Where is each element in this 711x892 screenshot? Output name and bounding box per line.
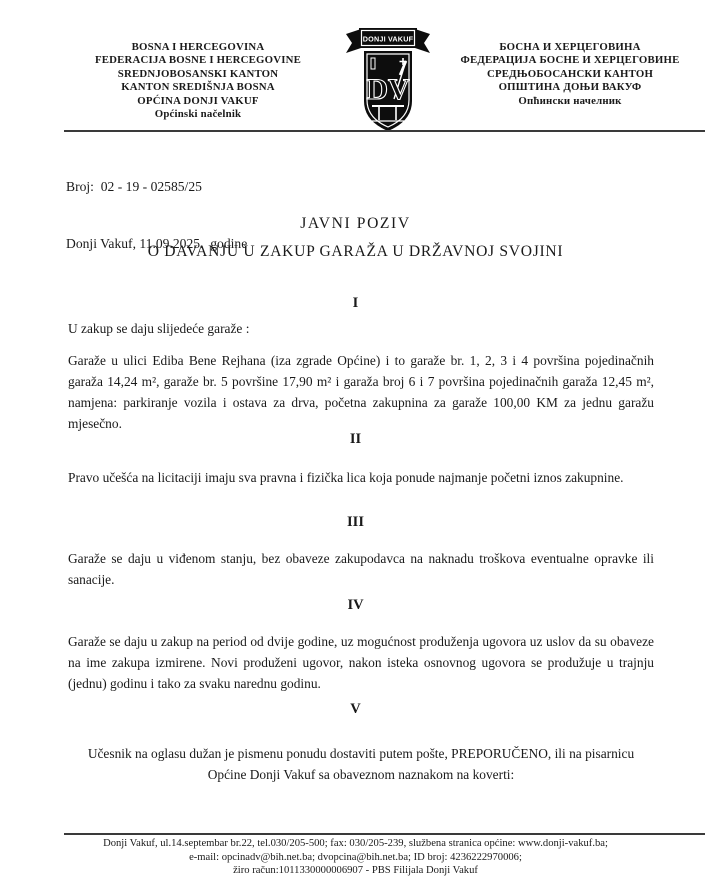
- letterhead-line: FEDERACIJA BOSNE I HERCEGOVINE: [94, 54, 302, 67]
- letterhead-cyrillic: [432, 41, 708, 108]
- letterhead-line: KANTON SREDIŠNJA BOSNA: [121, 81, 275, 94]
- document-number: Broj: 02 - 19 - 02585/25: [66, 179, 202, 194]
- footer-account-line: žiro račun:1011330000006907 - PBS Filijala Donji Vakuf: [233, 865, 478, 877]
- section-numeral-4: IV: [347, 597, 364, 613]
- section-numeral-5: V: [350, 701, 361, 717]
- letterhead-line: OPĆINA DONJI VAKUF: [137, 94, 259, 107]
- letterhead-line: БОСНА И ХЕРЦЕГОВИНА: [499, 41, 641, 53]
- footer-email-line: e-mail: opcinadv@bih.net.ba; dvopcina@bih.net.ba; ID broj: 4236222970006;: [189, 851, 522, 863]
- section-numeral-1: I: [352, 295, 359, 311]
- section-numeral-3: III: [347, 514, 364, 530]
- document-title: JAVNI POZIV: [300, 215, 411, 232]
- letterhead-line: Опћински начелник: [518, 94, 622, 107]
- letterhead-line: SREDNJOBOSANSKI KANTON: [117, 67, 279, 80]
- section-numeral-2: II: [349, 431, 362, 447]
- footer-address-line: Donji Vakuf, ul.14.septembar br.22, tel.030/205-500; fax: 030/205-239, službena stranica općine: www.donji-vakuf.ba;: [103, 838, 608, 849]
- header-divider: [64, 130, 705, 132]
- footer-divider: [64, 833, 705, 835]
- letterhead-line: BOSNA I HERCEGOVINA: [131, 41, 265, 53]
- shield-initials: DV: [366, 73, 410, 106]
- coat-of-arms-graphic: [346, 27, 430, 139]
- banner-text: DONJI VAKUF: [362, 34, 414, 44]
- footer: [0, 837, 711, 878]
- section-4-body: Garaže se daju u zakup na period od dvije godine, uz mogućnost produženja ugovora uz uslov da su obaveze na ime zakupa izmirene. Novi produženi ugovor, nakon isteka osnovnog ugovora se produžuje u trajnju (jednu) godinu i tako za svaku narednu godinu.: [68, 634, 654, 691]
- section-2-body: Pravo učešća na licitaciji imaju sva pravna i fizička lica koja ponude najmanje početni iznos zakupnine.: [68, 470, 624, 485]
- letterhead-line: ОПШТИНА ДОЊИ ВАКУФ: [498, 81, 642, 94]
- document-subtitle: O DAVANJU U ZAKUP GARAŽA U DRŽAVNOJ SVOJINI: [147, 243, 564, 260]
- letterhead-latin: [57, 41, 339, 121]
- section-3-body: Garaže se daju u viđenom stanju, bez obaveze zakupodavca na naknadu troškova eventualne opravke ili sanacije.: [68, 551, 654, 587]
- section-5-body: Učesnik na oglasu dužan je pismenu ponudu dostaviti putem pošte, PREPORUČENO, ili na pisarnicu Općine Donji Vakuf sa obaveznom naznakom na koverti:: [87, 746, 635, 782]
- section-1-body: Garaže u ulici Ediba Bene Rejhana (iza zgrade Općine) i to garaže br. 1, 2, 3 i 4 površina pojedinačnih garaža 14,24 m², garaže br. 5 površine 17,90 m² i garaža broj 6 i 7 površina pojedinačnih garaža 12,45 m², namjena: parkiranje vozila i ostava za drva, početna zakupnina za garaže 100,00 KM za jednu garažu mjesečno.: [68, 353, 654, 431]
- letterhead-line: СРЕДЊОБОСАНСКИ КАНТОН: [486, 67, 654, 80]
- document-date: Donji Vakuf, 11.09.2025. godine: [66, 236, 248, 251]
- coat-of-arms: [346, 27, 430, 139]
- letterhead-line: Općinski načelnik: [154, 108, 242, 121]
- section-1-intro: U zakup se daju slijedeće garaže :: [68, 321, 250, 336]
- letterhead-line: ФЕДЕРАЦИЈА БОСНЕ И ХЕРЦЕГОВИНЕ: [460, 54, 680, 67]
